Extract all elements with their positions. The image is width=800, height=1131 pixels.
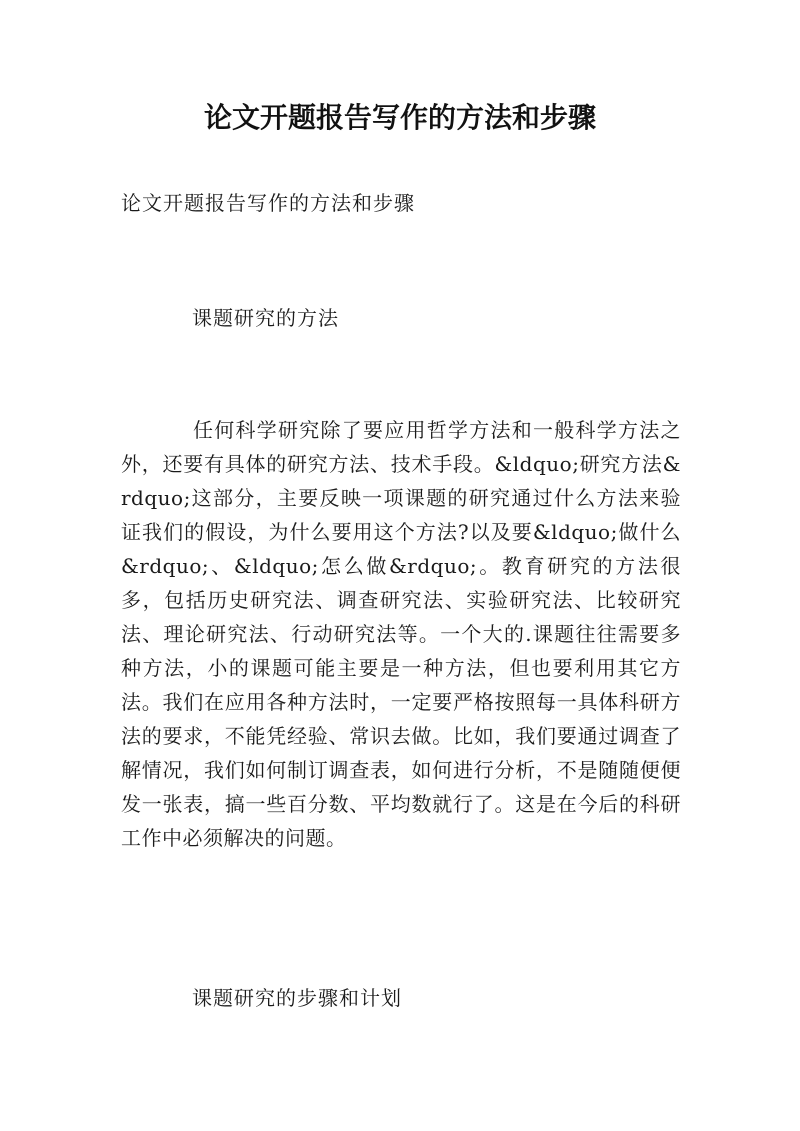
page-title: 论文开题报告写作的方法和步骤 [203, 101, 596, 134]
section-body-methods: 任何科学研究除了要应用哲学方法和一般科学方法之外，还要有具体的研究方法、技术手段。&ldquo;研究方法&rdquo;这部分，主要反映一项课题的研究通过什么方法来验证我们的假设，为什么要用这个方法?以及要&ldquo;做什么&rdquo;、&ldquo;怎么做&rdquo;。教育研究的方法很多，包括历史研究法、调查研究法、实验研究法、比较研究法、理论研究法、行动研究法等。一个大的.课题往往需要多种方法，小的课题可能主要是一种方法，但也要利用其它方法。我们在应用各种方法时，一定要严格按照每一具体科研方法的要求，不能凭经验、常识去做。比如，我们要通过调查了解情况，我们如何制订调查表，如何进行分析，不是随随便便发一张表，搞一些百分数、平均数就行了。这是在今后的科研工作中必须解决的问题。 [121, 418, 681, 850]
document-subtitle: 论文开题报告写作的方法和步骤 [121, 191, 415, 215]
section-heading-steps-plan: 课题研究的步骤和计划 [192, 986, 402, 1010]
section-heading-methods: 课题研究的方法 [192, 306, 339, 330]
